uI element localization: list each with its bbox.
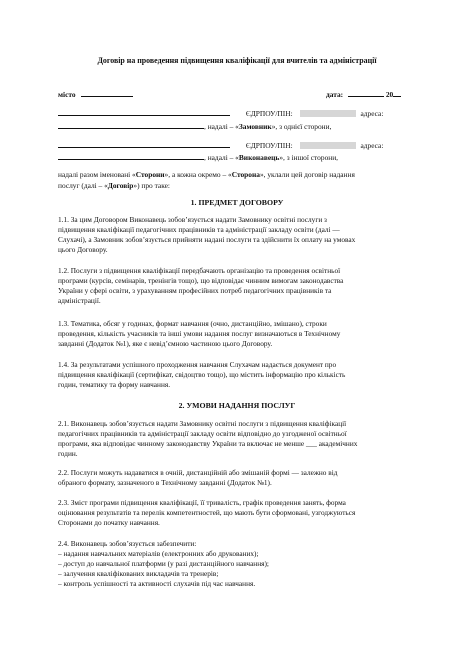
text-line: підвищення кваліфікації (сертифікат, свідоцтво тощо), що містить інформацію про кількість <box>58 370 346 380</box>
text-line: 1.2. Послуги з підвищення кваліфікації передбачають організацію та проведення освітньої <box>58 266 341 275</box>
party1-suffix-b: », з однієї сторони, <box>271 122 332 131</box>
party1-address-label: адреса: <box>360 109 384 118</box>
clause-1-4 <box>58 360 418 390</box>
intro-parties-term: Сторони <box>135 170 165 179</box>
document-title: Договір на проведення підвищення кваліфікації для вчителів та адміністрації <box>97 56 377 65</box>
intro-text: ») про таке: <box>133 181 170 190</box>
clause-2-3 <box>58 498 418 528</box>
date-blank[interactable] <box>348 89 384 97</box>
party2-suffix-b: », з іншої сторони, <box>279 153 339 162</box>
intro-line2 <box>58 181 170 190</box>
list-item: – доступ до навчальної платформи (у разі дистанційного навчання); <box>58 559 269 569</box>
text-line: 2.3. Зміст програми підвищення кваліфікації, її тривалість, графік проведення занять, форма <box>58 498 346 507</box>
text-line: 2.1. Виконавець зобов’язується надати Замовнику освітні послуги з підвищення кваліфікації <box>58 419 347 428</box>
party2-line2 <box>58 152 338 162</box>
party2-name-blank[interactable] <box>58 140 230 148</box>
text-line: адміністрації. <box>58 296 101 306</box>
text-line: України у сфері освіти, з урахуванням професійних потреб педагогічних працівників та <box>58 286 332 296</box>
text-line: педагогічних працівників та адміністрації закладу освіти відповідно до узгодженої освітньої <box>58 429 347 439</box>
clause-1-1 <box>58 215 418 255</box>
text-line: Сторонами до початку навчання. <box>58 518 160 528</box>
party1-line1 <box>58 108 383 118</box>
date-field <box>326 89 401 99</box>
party2-edrpou-value[interactable] <box>300 142 356 149</box>
text-line: підвищення кваліфікації педагогічних працівників та адміністрації закладу освіти (далі — <box>58 225 340 235</box>
year-blank[interactable] <box>393 89 401 97</box>
list-item: – надання навчальних матеріалів (електронних або друкованих); <box>58 549 259 559</box>
text-line: обраного формату, зазначеного в Технічному завданні (Додаток №1). <box>58 478 272 488</box>
text-line: 1.4. За результатами успішного проходження навчання Слухачам надається документ про <box>58 360 337 369</box>
party1-edrpou-value[interactable] <box>300 110 356 117</box>
intro-party-term: Сторона <box>231 170 260 179</box>
text-line: програми, яка відповідає чинному законодавству України та включає не менше ___ академічних <box>58 439 358 449</box>
party2-suffix-a: , надалі – « <box>204 153 239 162</box>
intro-text: послуг (далі – « <box>58 181 108 190</box>
section2-heading: 2. УМОВИ НАДАННЯ ПОСЛУГ <box>178 401 296 410</box>
place-blank[interactable] <box>81 89 133 97</box>
text-line: годин, тематику та форму навчання. <box>58 380 171 390</box>
party2-address-blank[interactable] <box>58 152 204 160</box>
clause-1-3 <box>58 319 418 349</box>
text-line: 1.1. За цим Договором Виконавець зобов’язується надати Замовнику освітні послуги з <box>58 215 327 224</box>
text-line: програми (курсів, семінарів, тренінгів тощо), що відповідає чинним вимогам законодавства <box>58 276 344 286</box>
party1-address-blank[interactable] <box>58 121 204 129</box>
intro-text: », уклали цей договір надання <box>259 170 355 179</box>
text-line: годин. <box>58 449 78 459</box>
intro-line1 <box>58 170 355 179</box>
text-line: 2.4. Виконавець зобов’язується забезпечити: <box>58 539 197 548</box>
party1-edrpou-label: ЄДРПОУ/ПІН: <box>245 109 293 118</box>
text-line: 1.3. Тематика, обсяг у годинах, формат навчання (очно, дистанційно, змішано), строки <box>58 319 327 328</box>
text-line: завданні (Додаток №1), яке є невід’ємною частиною цього Договору. <box>58 339 273 349</box>
clause-1-2 <box>58 266 418 306</box>
party1-name-blank[interactable] <box>58 108 230 116</box>
intro-text: », а кожна окремо – « <box>164 170 232 179</box>
text-line: проведення, кількість учасників та інші умови надання послуг визначаються в Технічному <box>58 329 341 339</box>
section1-heading: 1. ПРЕДМЕТ ДОГОВОРУ <box>190 198 284 207</box>
party2-edrpou-label: ЄДРПОУ/ПІН: <box>245 141 293 150</box>
party1-suffix-a: , надалі – « <box>204 122 239 131</box>
place-label: місто <box>58 90 76 99</box>
party2-role: Виконавець <box>238 153 280 162</box>
party2-address-label: адреса: <box>360 141 384 150</box>
party1-line2 <box>58 121 331 131</box>
clause-2-2 <box>58 468 418 488</box>
party2-line1 <box>58 140 383 150</box>
list-item: – контроль успішності та активності слухачів під час навчання. <box>58 579 256 589</box>
date-label: дата: <box>326 90 344 99</box>
clause-2-1 <box>58 419 418 459</box>
list-item: – залучення кваліфікованих викладачів та тренерів; <box>58 569 219 579</box>
year-prefix: 20 <box>385 90 394 99</box>
intro-contract-term: Договір <box>107 181 134 190</box>
text-line: цього Договору. <box>58 245 108 255</box>
text-line: Слухачі), а Замовник зобов’язується прийняти надані послуги та здійснити їх оплату на умовах <box>58 235 356 245</box>
place-field <box>58 89 133 99</box>
clause-2-4 <box>58 539 418 589</box>
party1-role: Замовник <box>238 122 272 131</box>
intro-text: надалі разом іменовані « <box>58 170 136 179</box>
text-line: оцінювання результатів та перелік компетентностей, що мають бути сформовані, узгоджуються <box>58 508 356 518</box>
text-line: 2.2. Послуги можуть надаватися в очній, дистанційній або змішаній формі — залежно від <box>58 468 338 477</box>
